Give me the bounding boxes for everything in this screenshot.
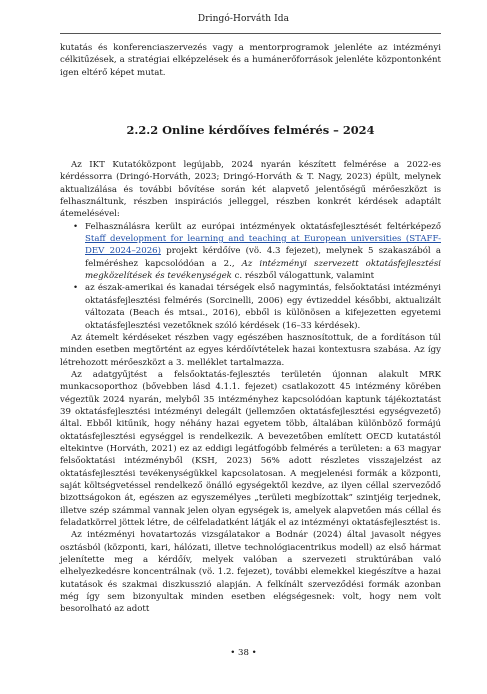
list-item-text: projekt kérdőíve (vö. 4.3 fejezet), melynek 5 szakaszából a felméréshez kapcsolódóan a 2.,: [85, 246, 441, 269]
staff-dev-link[interactable]: Staff development for learning and teaching at European universities (STAFF-DEV 2024–2026): [85, 234, 441, 257]
bullet-icon: •: [73, 283, 79, 294]
list-item-text: c. részből válogattunk, valamint: [231, 271, 375, 282]
header-divider: [60, 33, 441, 34]
bullet-list: [60, 221, 441, 332]
list-item-italic: Az intézményi szervezett oktatásfejlesztési megközelítések és tevékenységek: [85, 258, 441, 282]
list-item-text: az észak-amerikai és kanadai térségek első nagymintás, felsőoktatási intézményi oktatásfejlesztési felmérés (Sorcinelli, 2006) egy évtizeddel későbbi, aktualizált változata (Beach és mtsai., 2016), ebből is különösen a kifejezetten egyetemi oktatásfejlesztési vezetőknek szóló kérdések (16–33 kérdések).: [85, 283, 441, 331]
bullet-icon: •: [73, 221, 79, 232]
list-item: [73, 282, 441, 331]
list-item: [73, 221, 441, 283]
running-header: Dringó-Horváth Ida: [197, 14, 290, 24]
paragraph-3: Az adatgyűjtést a felsőoktatás-fejlesztés területén újonnan alakult MRK munkacsoporthoz (bővebben lásd 4.1.1. fejezet) csatlakozott 45 intézmény körében végeztük 2024 nyarán, melyből 35 intézményhez kapcsolódóan kaptunk tájékoztatást 39 oktatásfejlesztési intézményi delegált (jellemzően oktatásfejlesztési egységvezető) által. Ebből kitűnik, hogy néhány hazai egyetem több, általában különböző formájú oktatásfejlesztési egységgel is rendelkezik. A bevezetőben említett OECD kutatástól eltekintve (Horváth, 2021) ez az eddigi legátfogóbb felmérés a területen: a 63 magyar felsőoktatási intézményből (KSH, 2023) 56% adott részletes visszajelzést az oktatásfejlesztési tevékenységükkel kapcsolatosan. A megjelenési formák a központi, saját költségvetéssel rendelkező önálló egységektől kezdve, az ilyen céllal szerveződő bizottságokon át, egészen az egyszemélyes „területi megbízottak” szintjéig terjednek, illetve szép számmal vannak jelen olyan egységek is, amelyek alapvetően más céllal és feladatkörrel jöttek létre, de célfeladatként látják el az intézményi oktatásfejlesztést is.: [60, 369, 441, 528]
paragraph-1: Az IKT Kutatóközpont legújabb, 2024 nyarán készített felmérése a 2022-es kérdéssorra (Dringó-Horváth, 2023; Dringó-Horváth & T. Nagy, 2023) épült, melynek aktualizálása és további bővítése során két alapvető jelentőségű mérőeszközt is felhasználtunk, részben inspirációs jelleggel, részben konkrét kérdések adaptált átemelésével:: [60, 160, 441, 220]
paragraph-2: Az átemelt kérdéseket részben vagy egészében hasznosítottuk, de a fordításon túl minden esetben megtörtént az egyes kérdőívtételek hazai kontextusra szabása. Az így létrehozott mérőeszközt a 3. melléklet tartalmazza.: [60, 332, 441, 368]
section-heading: 2.2.2 Online kérdőíves felmérés – 2024: [126, 123, 375, 138]
page-body: [60, 42, 441, 616]
intro-paragraph: kutatás és konferenciaszervezés vagy a mentorprogramok jelenléte az intézményi célkitűzések, a stratégiai elképzelések és a humánerőforrások jelenléte központonként igen eltérő képet mutat.: [60, 43, 441, 78]
page-number: • 38 •: [230, 648, 257, 658]
paragraph-4: Az intézményi hovatartozás vizsgálatakor a Bodnár (2024) által javasolt négyes osztásból (központi, kari, hálózati, illetve technológiacentrikus modell) az első hármat jelenítette meg a kérdőív, melyek valóban a szervezeti struktúrában való elhelyezkedésre koncentrálnak (vö. 1.2. fejezet), további elemekkel kiegészítve a hazai kutatások és szakmai diszkusszió alapján. A felkínált szerveződési formák azonban még így sem bizonyultak minden esetben elégségesnek: volt, hogy nem volt besorolható az adott: [60, 530, 441, 615]
list-item-text: Felhasználásra került az európai intézmények oktatásfejlesztését feltérképező: [85, 221, 441, 232]
